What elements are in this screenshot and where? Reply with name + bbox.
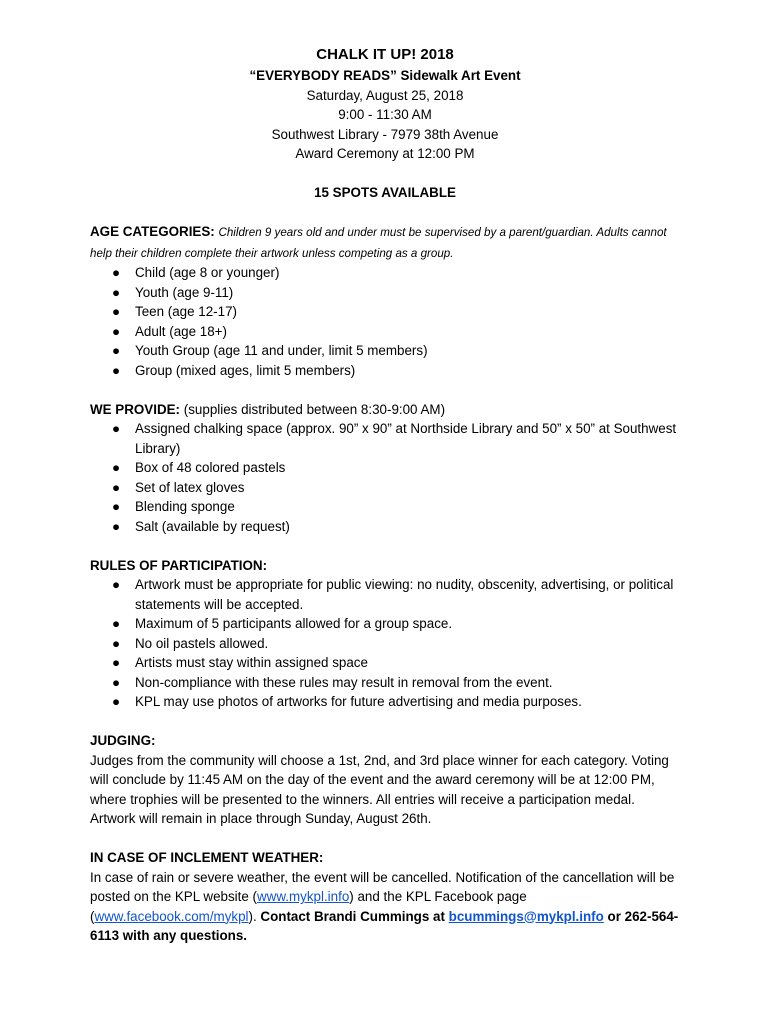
weather-heading: IN CASE OF INCLEMENT WEATHER:	[90, 850, 324, 865]
bullet-icon: ●	[112, 635, 121, 651]
list-item: ● Non-compliance with these rules may result in removal from the event.	[135, 673, 680, 693]
rules-list	[90, 575, 680, 712]
bullet-icon: ●	[112, 323, 121, 339]
list-item: ● Artists must stay within assigned space	[135, 653, 680, 673]
bullet-icon: ●	[112, 265, 121, 280]
contact-prefix: Contact Brandi Cummings at	[260, 908, 449, 924]
contact-suffix: or 262-564-6113 with any questions.	[90, 908, 679, 943]
bullet-icon: ●	[112, 655, 121, 670]
event-location: Southwest Library - 7979 38th Avenue	[271, 126, 499, 142]
bullet-icon: ●	[112, 421, 121, 436]
event-ceremony: Award Ceremony at 12:00 PM	[295, 146, 475, 161]
bullet-icon: ●	[112, 694, 121, 709]
list-item: ● Assigned chalking space (approx. 90” x 90” at Northside Library and 50” x 50” at Southwest Library)	[112, 421, 677, 456]
rules-heading: RULES OF PARTICIPATION:	[90, 557, 268, 573]
list-item: ● Adult (age 18+)	[135, 322, 680, 342]
list-item: ● Set of latex gloves	[135, 478, 680, 498]
weather-text: In case of rain or severe weather, the event will be cancelled. Notification of the cancellation will be posted on the KPL website (www.mykpl.info) and the KPL Facebook page (www.facebook.com/mykpl). Contact Brandi Cummings at bcummings@mykpl.info or 262-564-6113 with any questions.	[90, 869, 679, 943]
bullet-icon: ●	[112, 284, 121, 300]
email-link[interactable]: bcummings@mykpl.info	[448, 908, 604, 924]
list-item: ● Artwork must be appropriate for public viewing: no nudity, obscenity, advertising, or political statements will be accepted.	[112, 577, 674, 612]
website-link[interactable]: www.mykpl.info	[257, 889, 350, 904]
bullet-icon: ●	[112, 577, 121, 592]
age-categories-list	[90, 263, 680, 380]
age-categories-heading: AGE CATEGORIES:	[90, 224, 215, 239]
age-categories-section	[90, 222, 680, 380]
bullet-icon: ●	[112, 616, 121, 631]
bullet-icon: ●	[112, 674, 121, 690]
bullet-icon: ●	[112, 518, 121, 534]
event-time: 9:00 - 11:30 AM	[338, 107, 432, 122]
list-item: ● Maximum of 5 participants allowed for a group space.	[135, 614, 680, 634]
list-item: ● Group (mixed ages, limit 5 members)	[135, 361, 680, 381]
bullet-icon: ●	[112, 362, 121, 378]
we-provide-section	[90, 400, 680, 537]
we-provide-heading: WE PROVIDE:	[90, 401, 181, 417]
facebook-link[interactable]: www.facebook.com/mykpl	[94, 908, 249, 924]
list-item: ● Child (age 8 or younger)	[135, 263, 680, 283]
judging-heading: JUDGING:	[90, 733, 156, 748]
list-item: ● KPL may use photos of artworks for future advertising and media purposes.	[135, 692, 680, 712]
list-item: ● Salt (available by request)	[135, 517, 680, 537]
bullet-icon: ●	[112, 479, 121, 495]
rules-section	[90, 556, 680, 712]
we-provide-list	[90, 419, 680, 536]
list-item: ● Youth (age 9-11)	[135, 283, 680, 303]
list-item: ● Teen (age 12-17)	[135, 302, 680, 322]
event-subtitle: “EVERYBODY READS” Sidewalk Art Event	[249, 68, 521, 83]
judging-section	[90, 731, 680, 829]
list-item: ● Youth Group (age 11 and under, limit 5 members)	[135, 341, 680, 361]
bullet-icon: ●	[112, 499, 121, 514]
list-item: ● No oil pastels allowed.	[135, 634, 680, 654]
bullet-icon: ●	[112, 343, 121, 358]
judging-text: Judges from the community will choose a 1st, 2nd, and 3rd place winner for each category. Voting will conclude by 11:45 AM on the day of the event and the award ceremony will be at 12:00 PM, where trophies will be presented to the winners. All entries will receive a participation medal. Artwork will remain in place through Sunday, August 26th.	[90, 752, 669, 826]
bullet-icon: ●	[112, 460, 121, 475]
event-date: Saturday, August 25, 2018	[306, 87, 464, 103]
age-categories-note: Children 9 years old and under must be supervised by a parent/guardian. Adults cannot help their children complete their artwork unless competing as a group.	[90, 226, 667, 260]
event-header	[90, 44, 680, 203]
list-item: ● Blending sponge	[135, 497, 680, 517]
bullet-icon: ●	[112, 304, 121, 319]
list-item: ● Box of 48 colored pastels	[135, 458, 680, 478]
spots-available: 15 SPOTS AVAILABLE	[314, 185, 456, 200]
event-title: CHALK IT UP! 2018	[316, 46, 454, 63]
we-provide-note: (supplies distributed between 8:30-9:00 AM)	[183, 401, 446, 417]
weather-section	[90, 848, 680, 946]
